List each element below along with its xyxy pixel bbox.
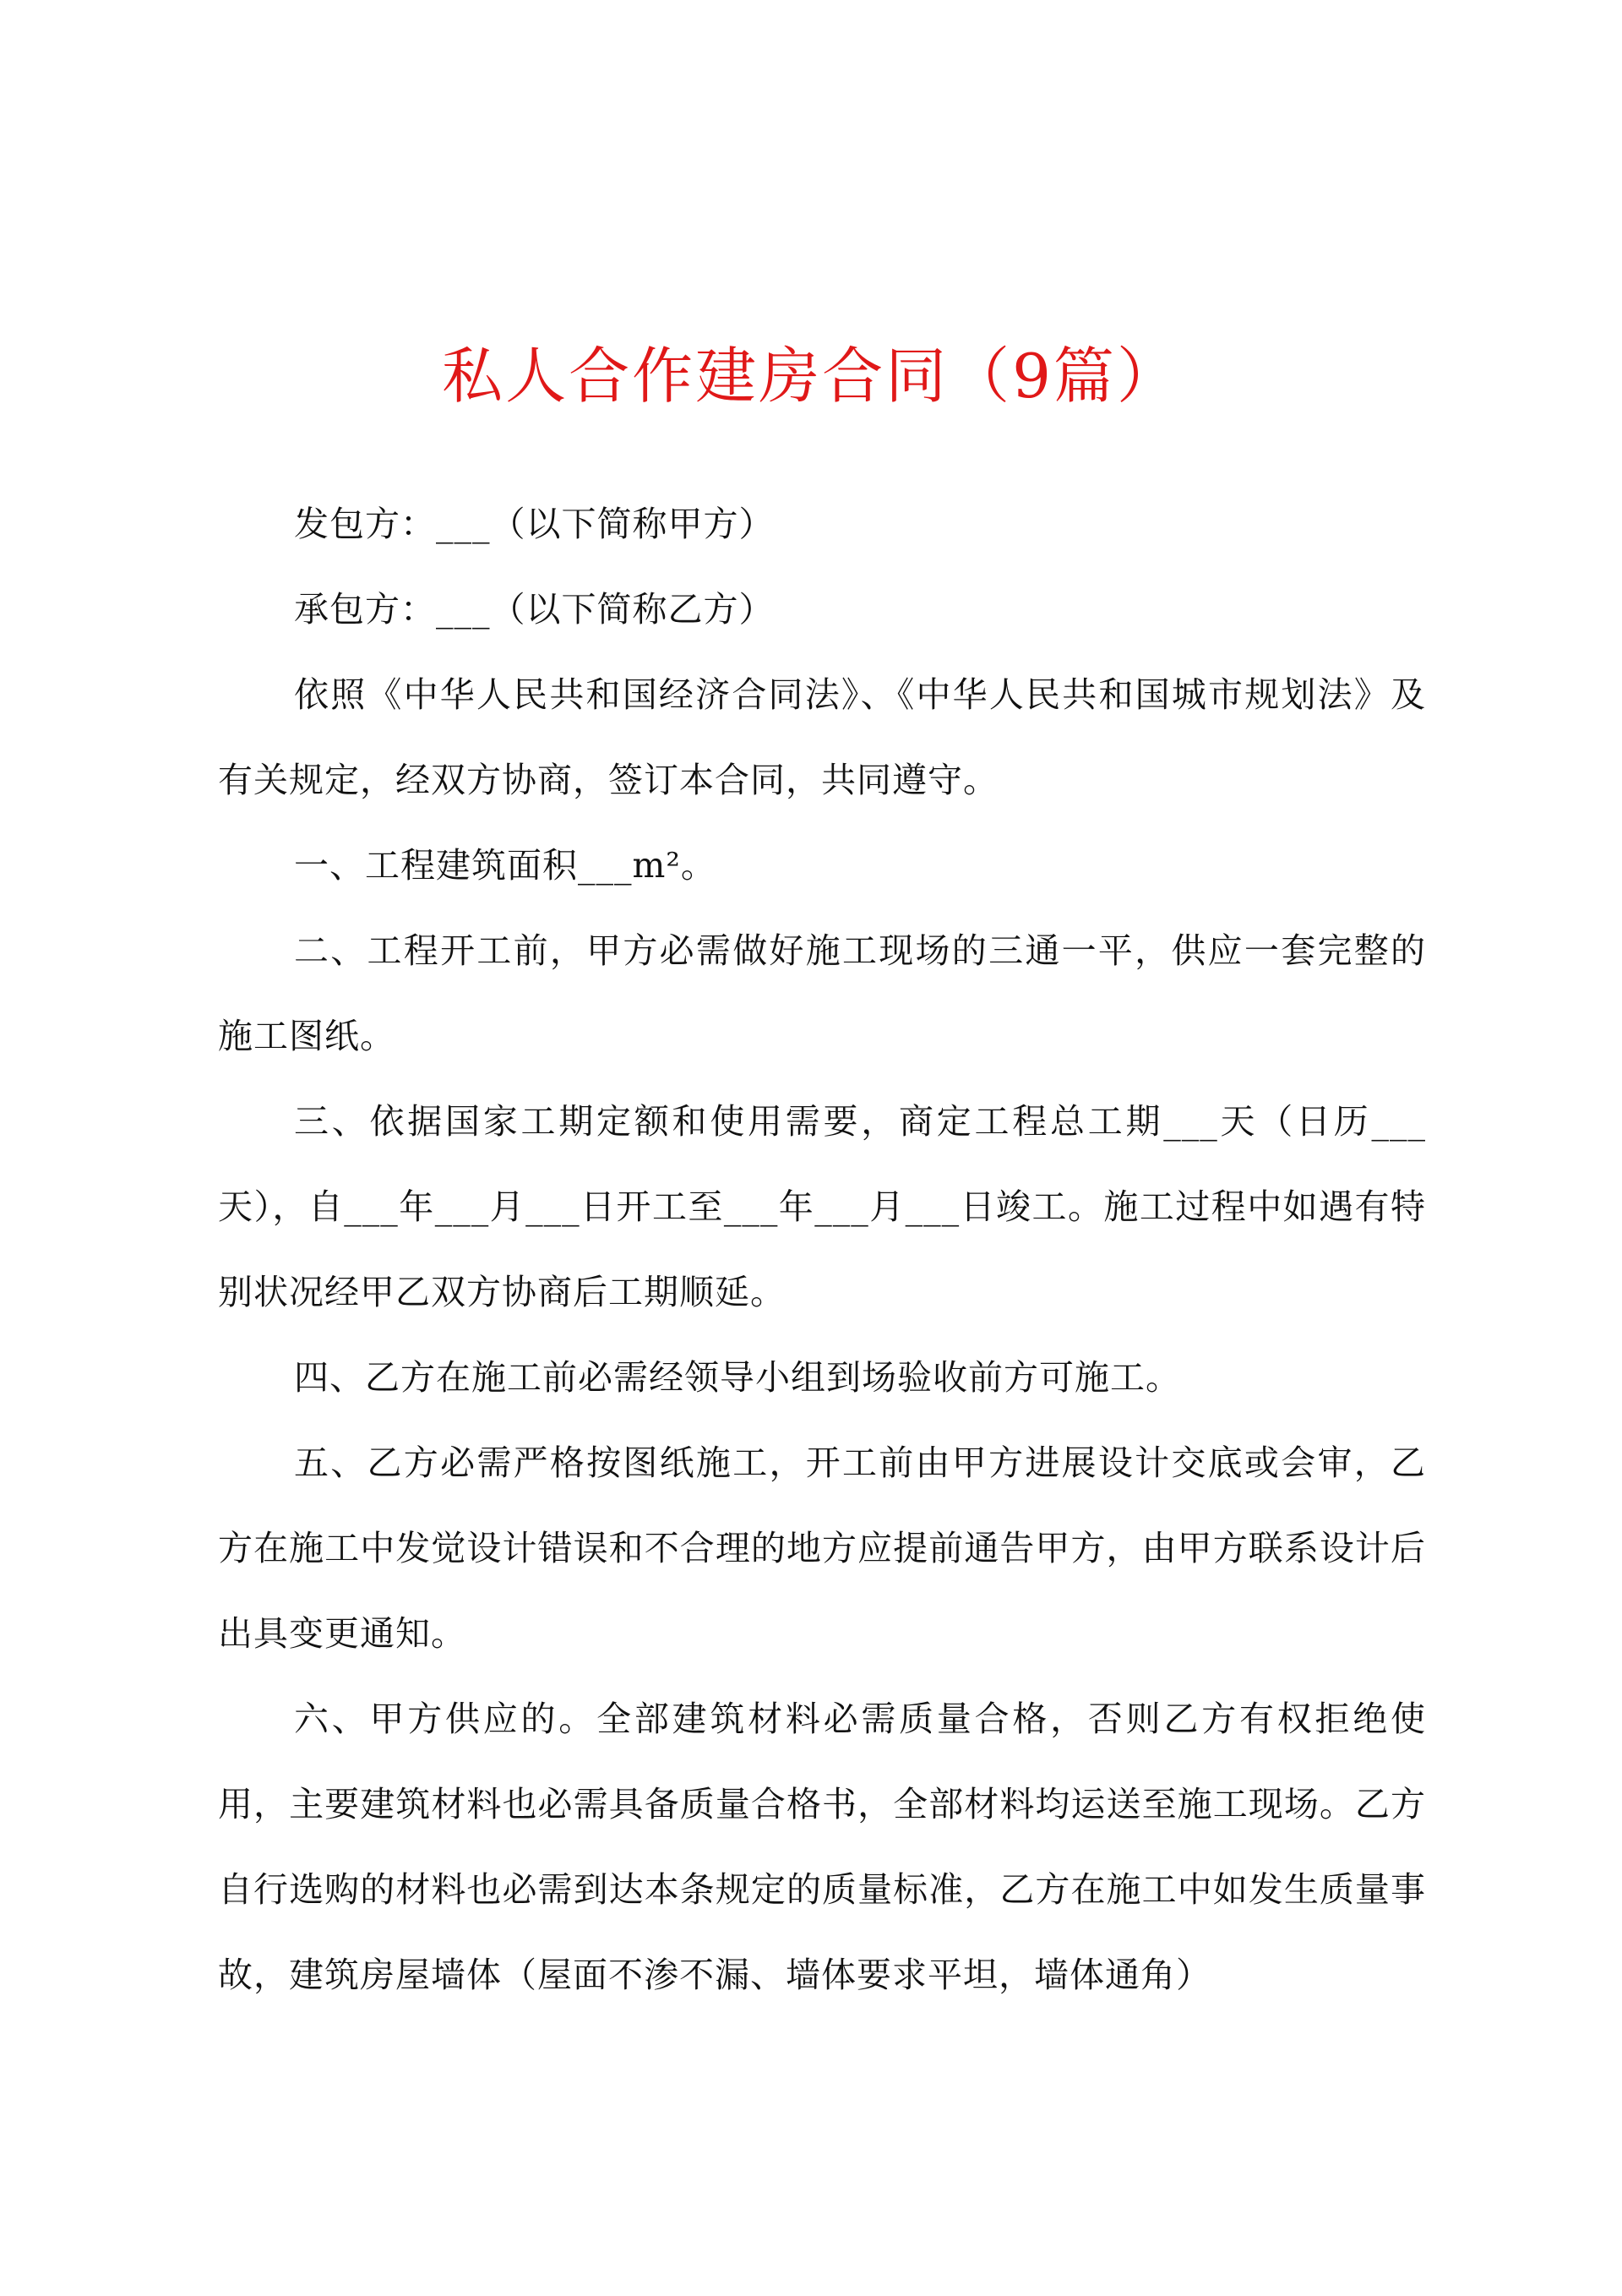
clause-4: 四、乙方在施工前必需经领导小组到场验收前方可施工。: [294, 1357, 1181, 1398]
party-b-line: 承包方：___（以下简称乙方）: [294, 589, 775, 630]
clause-5: 五、乙方必需严格按图纸施工，开工前由甲方进展设计交底或会审，乙方在施工中发觉设计错误和不合理的地方应提前通告甲方，由甲方联系设计后出具变更通知。: [218, 1442, 1426, 1654]
clause-2: 二、工程开工前，甲方必需做好施工现场的三通一平，供应一套完整的施工图纸。: [218, 930, 1426, 1056]
clause-3: 三、依据国家工期定额和使用需要，商定工程总工期___天（日历___天），自___年___月___日开工至___年___月___日竣工。施工过程中如遇有特别状况经甲乙双方协商后工期顺延。: [218, 1101, 1426, 1312]
party-a-line: 发包方：___（以下简称甲方）: [294, 504, 775, 544]
document-title: 私人合作建房合同（9篇）: [442, 341, 1180, 412]
document-body: [218, 482, 1426, 2018]
clause-6: 六、甲方供应的。全部建筑材料必需质量合格，否则乙方有权拒绝使用，主要建筑材料也必需具备质量合格书，全部材料均运送至施工现场。乙方自行选购的材料也必需到达本条规定的质量标准，乙方在施工中如发生质量事故，建筑房屋墙体（屋面不渗不漏、墙体要求平坦，墙体通角）: [218, 1699, 1426, 1995]
clause-1: 一、工程建筑面积___m²。: [294, 845, 716, 886]
legal-basis-paragraph: 依照《中华人民共和国经济合同法》、《中华人民共和国城市规划法》及有关规定，经双方协商，签订本合同，共同遵守。: [218, 674, 1426, 800]
